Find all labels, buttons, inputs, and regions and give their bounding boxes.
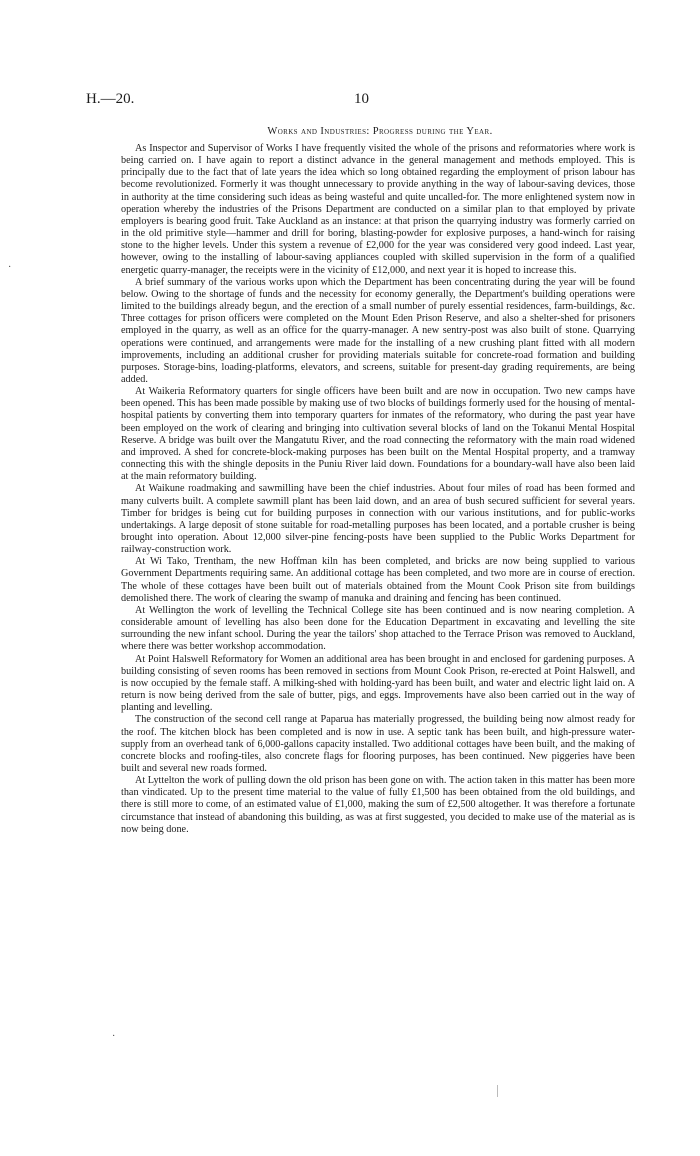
- document-reference: H.—20.: [86, 91, 135, 107]
- page-header: [86, 91, 626, 111]
- paragraph-inspection-overview: As Inspector and Supervisor of Works I have frequently visited the whole of the prisons and reformatories where work is being carried on. I have again to report a distinct advance in the general management and methods employed. This is principally due to the fact that of late years the idea which so long obtained regarding the employment of prison labour has become revolutionized. Formerly it was thought unnecessary to provide anything in the way of labour-saving devices, those in authority at the time considering such ideas as being wasteful and quite uncalled-for. The more enlightened system now in operation whereby the industries of the Prisons Department are conducted on a similar plan to that employed by private employers is bearing good fruit. Take Auckland as an instance: at that prison the quarrying industry was formerly carried on in the old primitive style—hammer and drill for boring, blasting-powder for explosive purposes, a hand-winch for raising stone to the higher levels. Under this system a revenue of £2,000 for the year was considered very good indeed. Last year, however, owing to the installing of labour-saving appliances coupled with skilled supervision in the form of a qualified energetic quarry-manager, the receipts were in the vicinity of £12,000, and next year it is hoped to increase this.: [121, 143, 635, 276]
- paragraph-works-summary: A brief summary of the various works upon which the Department has been concentrating during the year will be found below. Owing to the shortage of funds and the necessity for economy generally, the Department's building operations were limited to the buildings already begun, and the erection of a small number of purely essential residences, farm-buildings, &c. Three cottages for prison officers were completed on the Mount Eden Prison Reserve, and also a shelter-shed for prisoners employed in the quarry, as well as an office for the quarry-manager. A new sentry-post was also built of stone. Quarrying operations were continued, and arrangements were made for the installing of a new crushing plant fitted with all modern improvements, including an additional crusher for providing materials suitable for concrete-road formation and building purposes. Storage-bins, loading-platforms, elevators, and screens, suitable for present-day grading requirements, are being added.: [121, 276, 635, 385]
- paragraph-waikeria: At Waikeria Reformatory quarters for single officers have been built and are now in occupation. Two new camps have been opened. This has been made possible by making use of two blocks of buildings formerly used for the housing of mental-hospital patients by converting them into temporary quarters for inmates of the reformatory, who during the past year have been employed on the work of clearing and bringing into cultivation several blocks of land on the Tokanui Mental Hospital Reserve. A bridge was built over the Mangatutu River, and the road connecting the reformatory with the main road widened and improved. A shed for concrete-block-making purposes has been built on the Mental Hospital property, and a tramway connecting this with the shingle deposits in the Puniu River laid down. Foundations for a boundary-wall have also been laid at the main reformatory building.: [121, 386, 635, 483]
- page-crease-mark: [497, 1085, 498, 1097]
- margin-speck: ·: [8, 262, 12, 273]
- paragraph-waikune: At Waikune roadmaking and sawmilling have been the chief industries. About four miles of road has been formed and many culverts built. A complete sawmill plant has been laid down, and an area of bush secured sufficient for several years. Timber for bridges is being cut for building purposes in connection with our various institutions, and for public-works undertakings. A large deposit of stone suitable for road-metalling purposes has been located, and a portable crusher is being brought into operation. About 12,000 silver-pine fencing-posts have been supplied to the Public Works Department for railway-construction work.: [121, 483, 635, 556]
- body-text: [121, 143, 635, 836]
- margin-speck: ·: [112, 1031, 116, 1042]
- page-number: 10: [354, 91, 369, 107]
- paragraph-wellington: At Wellington the work of levelling the Technical College site has been continued and is now nearing completion. A considerable amount of levelling has also been done for the Education Department in excavating and levelling the site surrounding the new infant school. During the year the tailors' shop attached to the Terrace Prison was removed to Auckland, where there was better workshop accommodation.: [121, 604, 635, 653]
- section-title: Works and Industries: Progress during the Year.: [267, 126, 493, 137]
- paragraph-lyttelton: At Lyttelton the work of pulling down the old prison has been gone on with. The action taken in this matter has been more than vindicated. Up to the present time material to the value of fully £1,500 has been obtained from the old buildings, and there is still more to come, of an estimated value of £1,000, making the sum of £2,500 altogether. It was therefore a fortunate circumstance that instead of abandoning this building, as was at first suggested, you decided to make use of the material as is now being done.: [121, 775, 635, 835]
- paragraph-paparua: The construction of the second cell range at Paparua has materially progressed, the building being now almost ready for the roof. The kitchen block has been completed and is now in use. A septic tank has been built, and high-pressure water-supply from an overhead tank of 6,000-gallons capacity installed. Two additional cottages have been built, and the making of concrete blocks and roofing-tiles, also concrete flags for flooring purposes, has been continued. New piggeries have been built and several new roads formed.: [121, 714, 635, 774]
- paragraph-wi-tako: At Wi Tako, Trentham, the new Hoffman kiln has been completed, and bricks are now being supplied to various Government Departments requiring same. An additional cottage has been completed, and two more are in course of erection. The whole of these cottages have been built out of materials obtained from the Mount Cook Prison site from buildings demolished there. The work of clearing the swamp of manuka and draining and fencing has been continued.: [121, 556, 635, 604]
- paragraph-point-halswell: At Point Halswell Reformatory for Women an additional area has been brought in and enclosed for gardening purposes. A building consisting of seven rooms has been removed in sections from Mount Cook Prison, re-erected at Point Halswell, and is now occupied by the female staff. A milking-shed with holding-yard has been built, and water and electric light laid on. A return is now being derived from the sale of butter, pigs, and eggs. Improvements have also been carried out in the way of planting and levelling.: [121, 653, 635, 714]
